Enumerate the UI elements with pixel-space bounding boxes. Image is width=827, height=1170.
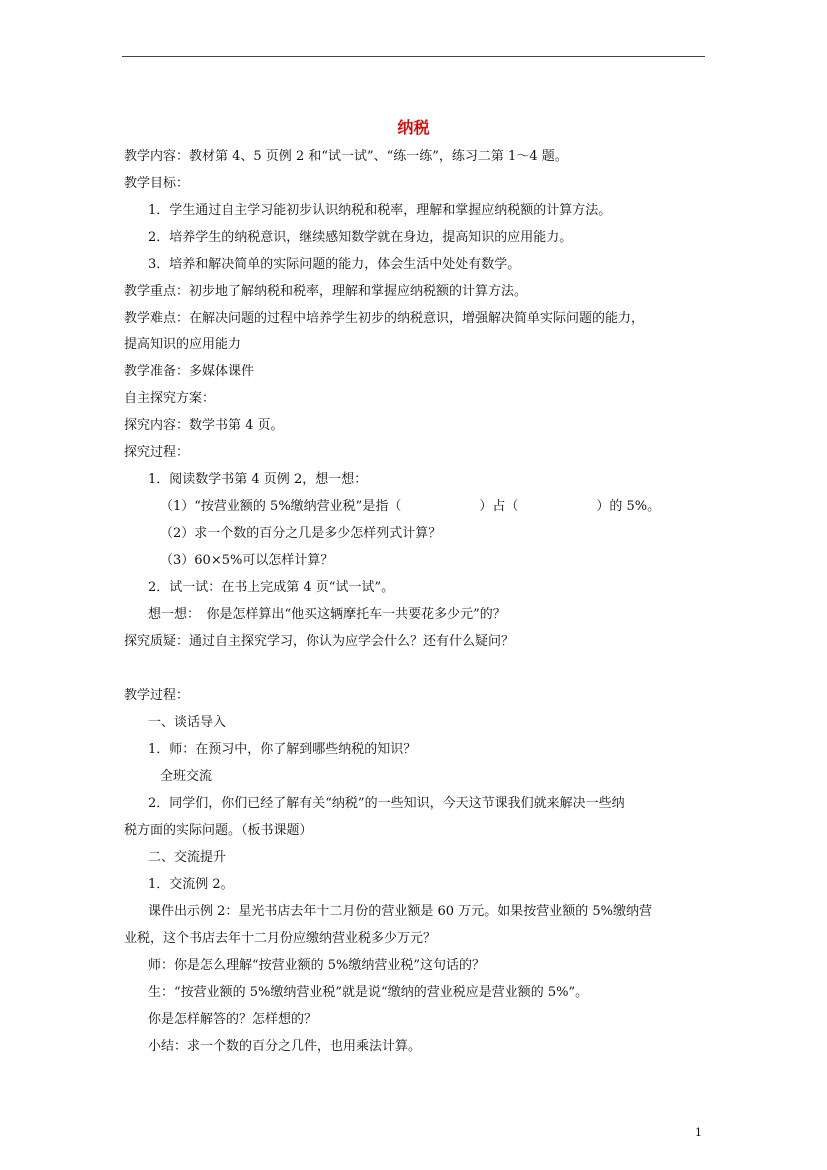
text-line: （1）“按营业额的 5%缴纳营业税”是指（ ）占（ ）的 5%。 <box>160 499 661 514</box>
text-line: 你是怎样解答的？怎样想的？ <box>148 1012 318 1027</box>
text-line: 生：“按营业额的 5%缴纳营业税”就是说“缴纳的营业税应是营业额的 5%”。 <box>148 985 589 1000</box>
text-line: 提高知识的应用能力 <box>124 337 242 352</box>
text-line: 师：你是怎么理解“按营业额的 5%缴纳营业税”这句话的？ <box>148 958 486 973</box>
text-line: 全班交流 <box>160 769 213 784</box>
document-title: 纳税 <box>397 118 430 137</box>
text-line: 2．同学们，你们已经了解有关“纳税”的一些知识，今天这节课我们就来解决一些纳 <box>148 796 625 811</box>
text-line: 课件出示例 2：星光书店去年十二月份的营业额是 60 万元。如果按营业额的 5%缴纳营 <box>148 904 652 919</box>
text-line: 教学重点：初步地了解纳税和税率，理解和掌握应纳税额的计算方法。 <box>124 284 528 299</box>
text-line: 想一想： 你是怎样算出“他买这辆摩托车一共要花多少元”的？ <box>148 607 506 622</box>
text-line: 1．阅读数学书第 4 页例 2，想一想： <box>148 472 368 487</box>
header-rule <box>122 56 705 57</box>
text-line: 1．师：在预习中，你了解到哪些纳税的知识？ <box>148 742 417 757</box>
text-line: 探究过程： <box>124 445 190 460</box>
text-line: 业税，这个书店去年十二月份应缴纳营业税多少万元？ <box>124 931 437 946</box>
text-line: 探究质疑：通过自主探究学习，你认为应学会什么？还有什么疑问？ <box>124 634 515 649</box>
text-line: 教学目标： <box>124 176 190 191</box>
text-line: （3）60×5%可以怎样计算？ <box>160 553 334 568</box>
text-line: 2．试一试：在书上完成第 4 页“试一试”。 <box>148 580 395 595</box>
text-line: （2）求一个数的百分之几是多少怎样列式计算？ <box>160 526 442 541</box>
text-line: 1．交流例 2。 <box>148 877 234 892</box>
text-line: 3．培养和解决简单的实际问题的能力，体会生活中处处有数学。 <box>148 257 521 272</box>
text-line: 2．培养学生的纳税意识，继续感知数学就在身边，提高知识的应用能力。 <box>148 230 573 245</box>
text-line: 一、谈话导入 <box>148 715 227 730</box>
text-line: 1．学生通过自主学习能初步认识纳税和税率，理解和掌握应纳税额的计算方法。 <box>148 203 612 218</box>
page-number: 1 <box>695 1126 702 1139</box>
text-line: 教学过程： <box>124 688 190 703</box>
text-line: 小结：求一个数的百分之几件，也用乘法计算。 <box>148 1039 422 1054</box>
text-line: 自主探究方案： <box>124 391 216 406</box>
text-line: 探究内容：数学书第 4 页。 <box>124 418 284 433</box>
text-line: 税方面的实际问题。（板书课题） <box>124 823 313 838</box>
text-line: 教学准备：多媒体课件 <box>124 364 255 379</box>
text-line: 教学难点：在解决问题的过程中培养学生初步的纳税意识，增强解决简单实际问题的能力， <box>124 311 645 326</box>
text-line: 二、交流提升 <box>148 850 227 865</box>
text-line: 教学内容：教材第 4、5 页例 2 和“试一试”、“练一练”，练习二第 1～4 题。 <box>124 149 568 164</box>
